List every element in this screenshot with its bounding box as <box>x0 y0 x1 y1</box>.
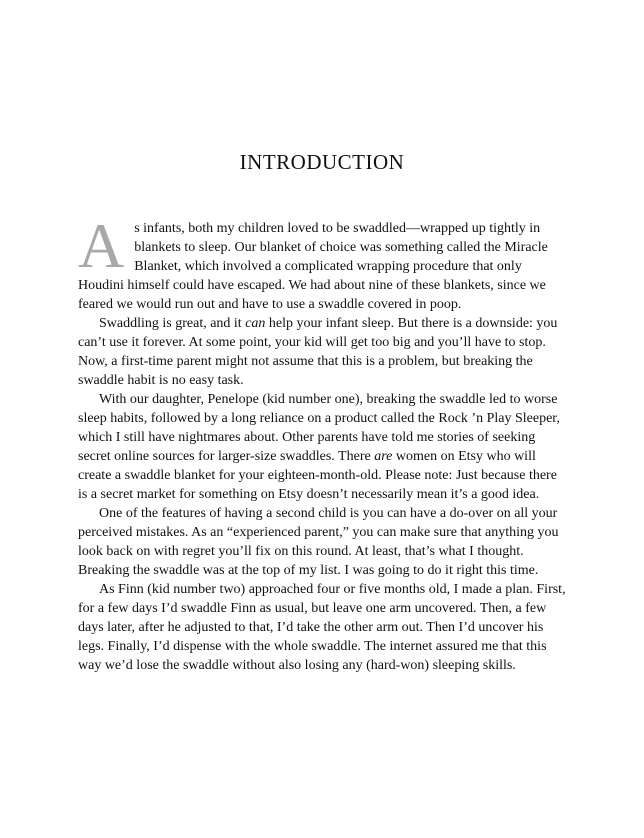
body-text <box>78 210 568 675</box>
text-run: With our daughter, Penelope (kid number one), breaking the swaddle led to worse sleep habits, followed by a long reliance on a product called the Rock ’n Play Sleeper, which I still have nightmares about. Other parents have told me stories of seeking secret online sources for larger-size swaddles. There <box>78 392 560 464</box>
text-run: s infants, both my children loved to be swaddled—wrapped up tightly in blankets to sleep. Our blanket of choice was something called the Miracle Blanket, which involved a complicated wrapping procedure that only Houdini himself could have escaped. We had about nine of these blankets, since we feared we would run out and have to use a swaddle covered in poop. <box>78 221 548 312</box>
chapter-title: INTRODUCTION <box>239 150 405 174</box>
italic-text-run: can <box>245 316 266 331</box>
paragraph <box>78 390 568 504</box>
italic-text-run: are <box>374 449 393 464</box>
text-run: One of the features of having a second child is you can have a do-over on all your perceived mistakes. As an “experienced parent,” you can make sure that anything you look back on with regret you’ll fix on this round. At least, that’s what I thought. Breaking the swaddle was at the top of my list. I was going to do it right this time. <box>78 506 559 578</box>
paragraph <box>78 504 568 580</box>
paragraph <box>78 210 568 314</box>
text-run: women on Etsy who will create a swaddle blanket for your eighteen-month-old. Please note: Just because there is a secret market for something on Etsy doesn’t necessarily mean it’s a good idea. <box>78 449 557 502</box>
paragraph <box>78 580 568 675</box>
text-run: help your infant sleep. But there is a downside: you can’t use it forever. At some point, your kid will get too big and you’ll have to stop. Now, a first-time parent might not assume that this is a problem, but breaking the swaddle habit is no easy task. <box>78 316 558 388</box>
drop-cap-letter: A <box>78 210 125 281</box>
paragraph <box>78 314 568 390</box>
text-run: Swaddling is great, and it <box>99 316 246 331</box>
text-run: As Finn (kid number two) approached four or five months old, I made a plan. First, for a few days I’d swaddle Finn as usual, but leave one arm uncovered. Then, a few days later, after he adjusted to that, I’d take the other arm out. Then I’d uncover his legs. Finally, I’d dispense with the whole swaddle. The internet assured me that this way we’d lose the swaddle without also losing any (hard-won) sleeping skills. <box>78 582 566 673</box>
